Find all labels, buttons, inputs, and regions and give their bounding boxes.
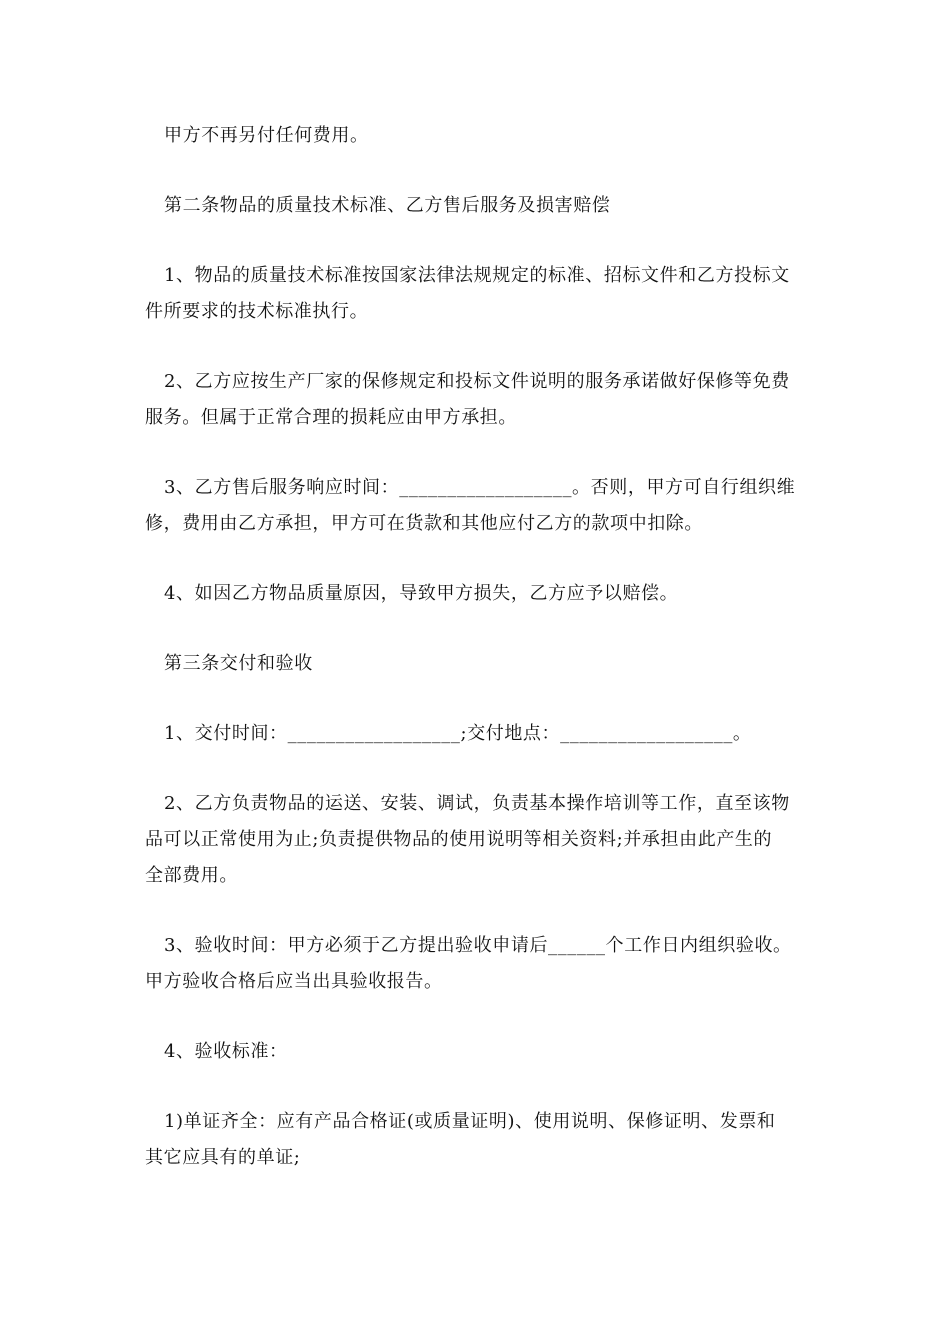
paragraph-3-1: [145, 716, 805, 752]
paragraph-fee-note: [145, 118, 805, 154]
text-line: 2、乙方负责物品的运送、安装、调试，负责基本操作培训等工作，直至该物: [164, 793, 790, 814]
heading-article-3: [145, 646, 805, 682]
text-line: 品可以正常使用为止;负责提供物品的使用说明等相关资料;并承担由此产生的: [145, 829, 773, 850]
text-line: 2、乙方应按生产厂家的保修规定和投标文件说明的服务承诺做好保修等免费: [164, 371, 790, 392]
paragraph-3-3: [145, 928, 805, 1000]
paragraph-3-4: [145, 1034, 805, 1070]
text-line: 甲方验收合格后应当出具验收报告。: [145, 971, 443, 992]
paragraph-2-2: [145, 364, 805, 436]
text-line: 其它应具有的单证;: [145, 1147, 301, 1168]
paragraph-2-3: [145, 470, 805, 542]
heading-article-2: [145, 188, 805, 224]
paragraph-2-1: [145, 258, 805, 330]
paragraph-3-2: [145, 786, 805, 894]
paragraph-3-4-1: [145, 1104, 805, 1176]
text-line: 全部费用。: [145, 865, 238, 886]
text-line: 甲方不再另付任何费用。: [164, 125, 369, 146]
text-line: 修，费用由乙方承担，甲方可在货款和其他应付乙方的款项中扣除。: [145, 513, 703, 534]
text-line: 4、验收标准：: [164, 1041, 288, 1062]
text-line: 4、如因乙方物品质量原因，导致甲方损失，乙方应予以赔偿。: [164, 583, 679, 604]
text-line: 第三条交付和验收: [164, 653, 313, 674]
text-line: 3、乙方售后服务响应时间：__________________。否则，甲方可自行组织维: [164, 477, 796, 498]
paragraph-2-4: [145, 576, 805, 612]
text-line: 3、验收时间：甲方必须于乙方提出验收申请后______个工作日内组织验收。: [164, 935, 792, 956]
text-line: 1、物品的质量技术标准按国家法律法规规定的标准、招标文件和乙方投标文: [164, 265, 790, 286]
text-line: 服务。但属于正常合理的损耗应由甲方承担。: [145, 407, 517, 428]
text-line: 第二条物品的质量技术标准、乙方售后服务及损害赔偿: [164, 195, 611, 216]
text-line: 1、交付时间：__________________;交付地点：__________________。: [164, 723, 752, 744]
text-line: 1)单证齐全：应有产品合格证(或质量证明)、使用说明、保修证明、发票和: [164, 1111, 776, 1132]
text-line: 件所要求的技术标准执行。: [145, 301, 369, 322]
